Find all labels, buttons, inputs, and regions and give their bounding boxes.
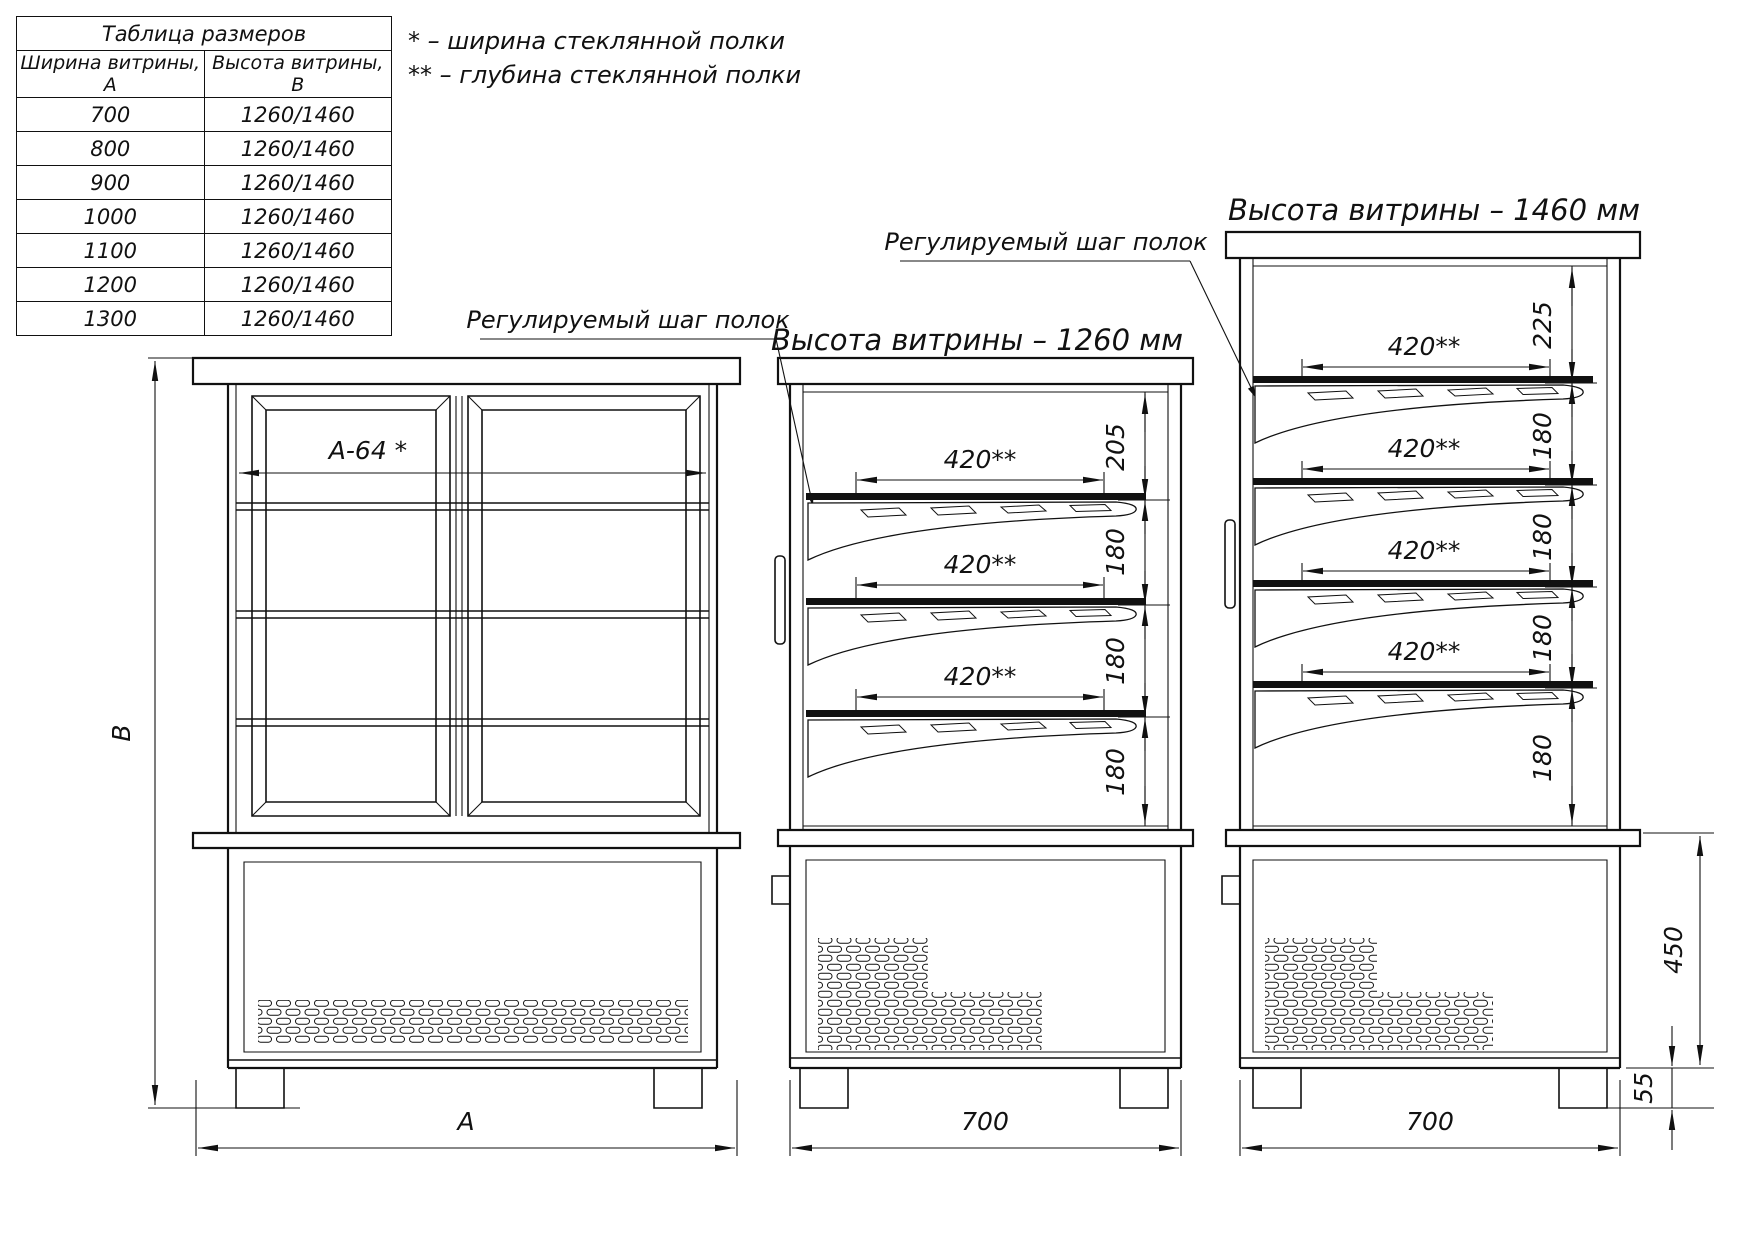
- cell-width: 700: [17, 98, 205, 132]
- dim-base-height-450: 450: [1659, 926, 1688, 974]
- cell-height: 1260/1460: [204, 132, 392, 166]
- dim-step-180: 180: [1101, 748, 1130, 796]
- dim-step-180: 180: [1528, 412, 1557, 460]
- size-table: [16, 16, 392, 336]
- dim-shelf-depth: 420**: [943, 550, 1017, 579]
- cell-height: 1260/1460: [204, 234, 392, 268]
- dim-height-B: В: [107, 724, 136, 742]
- cell-height: 1260/1460: [204, 200, 392, 234]
- dim-shelf-depth: 420**: [1387, 637, 1461, 666]
- footnote-shelf-depth: ** – глубина стеклянной полки: [408, 61, 802, 89]
- dim-step-180: 180: [1528, 513, 1557, 561]
- table-row: [17, 268, 392, 302]
- cell-width: 1000: [17, 200, 205, 234]
- cell-width: 800: [17, 132, 205, 166]
- col-header-width: Ширина витрины, А: [17, 51, 205, 98]
- front-view: [107, 358, 740, 1156]
- dim-shelf-width: А-64 *: [328, 436, 408, 465]
- callout-shelf-step-1260: Регулируемый шаг полок: [466, 306, 790, 334]
- col-header-height: Высота витрины, В: [204, 51, 392, 98]
- cell-height: 1260/1460: [204, 166, 392, 200]
- dim-top-gap-225: 225: [1528, 301, 1557, 349]
- dim-width-A: А: [457, 1107, 475, 1136]
- dim-depth-700: 700: [961, 1107, 1009, 1136]
- table-row: [17, 200, 392, 234]
- table-header-row: [17, 51, 392, 98]
- table-row: [17, 302, 392, 336]
- cell-height: 1260/1460: [204, 268, 392, 302]
- dim-shelf-depth: 420**: [943, 662, 1017, 691]
- table-row: [17, 166, 392, 200]
- callout-shelf-step-1460: Регулируемый шаг полок: [884, 228, 1208, 256]
- table-title-row: [17, 17, 392, 51]
- table-title: Таблица размеров: [17, 17, 392, 51]
- cell-width: 1100: [17, 234, 205, 268]
- cell-width: 900: [17, 166, 205, 200]
- dim-step-180: 180: [1101, 528, 1130, 576]
- cell-height: 1260/1460: [204, 98, 392, 132]
- dim-shelf-depth: 420**: [943, 445, 1017, 474]
- cell-width: 1200: [17, 268, 205, 302]
- dim-depth-700: 700: [1406, 1107, 1454, 1136]
- table-row: [17, 98, 392, 132]
- title-1260: Высота витрины – 1260 мм: [770, 323, 1184, 357]
- footnote-shelf-width: * – ширина стеклянной полки: [408, 27, 785, 55]
- cell-width: 1300: [17, 302, 205, 336]
- dim-step-180: 180: [1528, 614, 1557, 662]
- dim-leg-height-55: 55: [1629, 1072, 1658, 1104]
- dim-step-180: 180: [1101, 637, 1130, 685]
- footnotes: [408, 24, 801, 92]
- table-row: [17, 132, 392, 166]
- cell-height: 1260/1460: [204, 302, 392, 336]
- title-1460: Высота витрины – 1460 мм: [1227, 193, 1641, 227]
- table-row: [17, 234, 392, 268]
- dim-shelf-depth: 420**: [1387, 332, 1461, 361]
- dim-shelf-depth: 420**: [1387, 434, 1461, 463]
- dim-shelf-depth: 420**: [1387, 536, 1461, 565]
- dim-step-180: 180: [1528, 734, 1557, 782]
- dim-top-gap-205: 205: [1101, 423, 1130, 471]
